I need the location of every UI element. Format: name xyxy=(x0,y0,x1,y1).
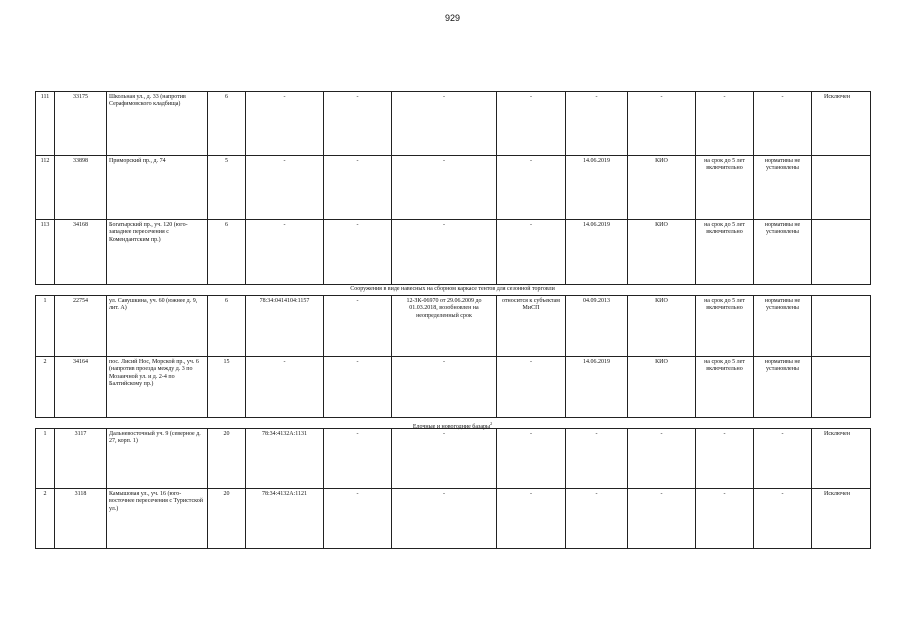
cell-authority: - xyxy=(628,489,696,549)
cell-number: 113 xyxy=(36,220,55,285)
cell-norms: нормативы не установлены xyxy=(754,156,812,220)
cell-authority: КИО xyxy=(628,156,696,220)
cell-area: 15 xyxy=(208,357,246,418)
cell-authority: КИО xyxy=(628,220,696,285)
cell-c5: - xyxy=(324,357,392,418)
cell-id: 34164 xyxy=(55,357,107,418)
cell-term: - xyxy=(696,429,754,489)
cell-norms: нормативы не установлены xyxy=(754,296,812,357)
cell-contract: - xyxy=(392,156,497,220)
cell-note: Исключен xyxy=(812,489,871,549)
cell-id: 22754 xyxy=(55,296,107,357)
cell-smb: - xyxy=(497,220,566,285)
cell-address: Дальневосточный уч. 9 (северное д. 27, корп. 1) xyxy=(107,429,208,489)
cell-address: Приморский пр., д. 74 xyxy=(107,156,208,220)
cell-cadastral: 78:34:0414104:1157 xyxy=(246,296,324,357)
cell-date: - xyxy=(566,92,628,156)
cell-id: 34168 xyxy=(55,220,107,285)
cell-norms: - xyxy=(754,92,812,156)
cell-cadastral: 78:34:4132А:1121 xyxy=(246,489,324,549)
cell-contract: - xyxy=(392,429,497,489)
cell-term: на срок до 5 лет включительно xyxy=(696,220,754,285)
cell-authority: - xyxy=(628,429,696,489)
cell-cadastral: - xyxy=(246,156,324,220)
cell-contract: - xyxy=(392,489,497,549)
table-tree-markets xyxy=(35,428,871,549)
cell-authority: - xyxy=(628,92,696,156)
table-kiosks xyxy=(35,91,871,285)
cell-c5: - xyxy=(324,489,392,549)
cell-number: 2 xyxy=(36,357,55,418)
cell-c5: - xyxy=(324,92,392,156)
cell-smb: - xyxy=(497,92,566,156)
cell-date: 14.06.2019 xyxy=(566,156,628,220)
cell-note xyxy=(812,357,871,418)
cell-id: 33898 xyxy=(55,156,107,220)
cell-norms: нормативы не установлены xyxy=(754,220,812,285)
section-title-text: Елочные и новогодние базары xyxy=(412,424,491,430)
cell-cadastral: - xyxy=(246,92,324,156)
cell-address: Камышовая ул., уч. 16 (юго-восточнее пересечения с Туристской ул.) xyxy=(107,489,208,549)
cell-number: 2 xyxy=(36,489,55,549)
cell-note xyxy=(812,220,871,285)
cell-date: 04.09.2013 xyxy=(566,296,628,357)
cell-cadastral: - xyxy=(246,220,324,285)
cell-smb: - xyxy=(497,156,566,220)
cell-norms: нормативы не установлены xyxy=(754,357,812,418)
cell-id: 3118 xyxy=(55,489,107,549)
cell-note xyxy=(812,296,871,357)
table-row xyxy=(36,429,871,489)
cell-term: на срок до 5 лет включительно xyxy=(696,156,754,220)
cell-number: 112 xyxy=(36,156,55,220)
cell-authority: КИО xyxy=(628,357,696,418)
cell-c5: - xyxy=(324,429,392,489)
cell-number: 1 xyxy=(36,429,55,489)
cell-date: 14.06.2019 xyxy=(566,357,628,418)
cell-id: 33175 xyxy=(55,92,107,156)
cell-term: на срок до 5 лет включительно xyxy=(696,357,754,418)
cell-address: пос. Лисий Нос, Морской пр., уч. 6 (напротив проезда между д. 3 по Мозаичной ул. и д. 2-4 по Балтийскому пр.) xyxy=(107,357,208,418)
section-title-tents: Сооружения в виде навесных на сборном каркасе тентов для сезонной торговли xyxy=(350,286,555,292)
cell-authority: КИО xyxy=(628,296,696,357)
cell-norms: - xyxy=(754,489,812,549)
cell-smb: - xyxy=(497,429,566,489)
cell-address: Школьная ул., д. 33 (напротив Серафимовского кладбища) xyxy=(107,92,208,156)
cell-number: 111 xyxy=(36,92,55,156)
footnote-mark: 2 xyxy=(490,421,493,426)
page-number: 929 xyxy=(444,13,461,23)
cell-area: 5 xyxy=(208,156,246,220)
cell-cadastral: - xyxy=(246,357,324,418)
cell-area: 20 xyxy=(208,489,246,549)
cell-cadastral: 78:34:4132А:1131 xyxy=(246,429,324,489)
cell-date: - xyxy=(566,489,628,549)
cell-smb: относится к субъектам МиСП xyxy=(497,296,566,357)
table-row xyxy=(36,357,871,418)
cell-date: - xyxy=(566,429,628,489)
cell-area: 6 xyxy=(208,92,246,156)
cell-contract: - xyxy=(392,92,497,156)
table-row xyxy=(36,92,871,156)
cell-note: Исключен xyxy=(812,429,871,489)
cell-c5: - xyxy=(324,296,392,357)
cell-c5: - xyxy=(324,156,392,220)
cell-id: 3117 xyxy=(55,429,107,489)
cell-address: Богатырский пр., уч. 120 (юго-западнее пересечения с Комендантским пр.) xyxy=(107,220,208,285)
cell-smb: - xyxy=(497,489,566,549)
cell-norms: - xyxy=(754,429,812,489)
cell-date: 14.06.2019 xyxy=(566,220,628,285)
cell-contract: - xyxy=(392,357,497,418)
table-row xyxy=(36,220,871,285)
cell-contract: - xyxy=(392,220,497,285)
table-row xyxy=(36,296,871,357)
table-row xyxy=(36,489,871,549)
cell-smb: - xyxy=(497,357,566,418)
table-row xyxy=(36,156,871,220)
cell-contract: 12-ЗК-06970 от 29.06.2009 до 01.03.2018, возобновлен на неопределенный срок xyxy=(392,296,497,357)
cell-term: - xyxy=(696,489,754,549)
cell-number: 1 xyxy=(36,296,55,357)
cell-note: Исключен xyxy=(812,92,871,156)
cell-area: 6 xyxy=(208,296,246,357)
cell-c5: - xyxy=(324,220,392,285)
cell-area: 20 xyxy=(208,429,246,489)
cell-area: 6 xyxy=(208,220,246,285)
cell-term: на срок до 5 лет включительно xyxy=(696,296,754,357)
table-tents xyxy=(35,295,871,418)
cell-term: - xyxy=(696,92,754,156)
cell-address: ул. Савушкина, уч. 60 (южнее д. 9, лит. А) xyxy=(107,296,208,357)
cell-note xyxy=(812,156,871,220)
